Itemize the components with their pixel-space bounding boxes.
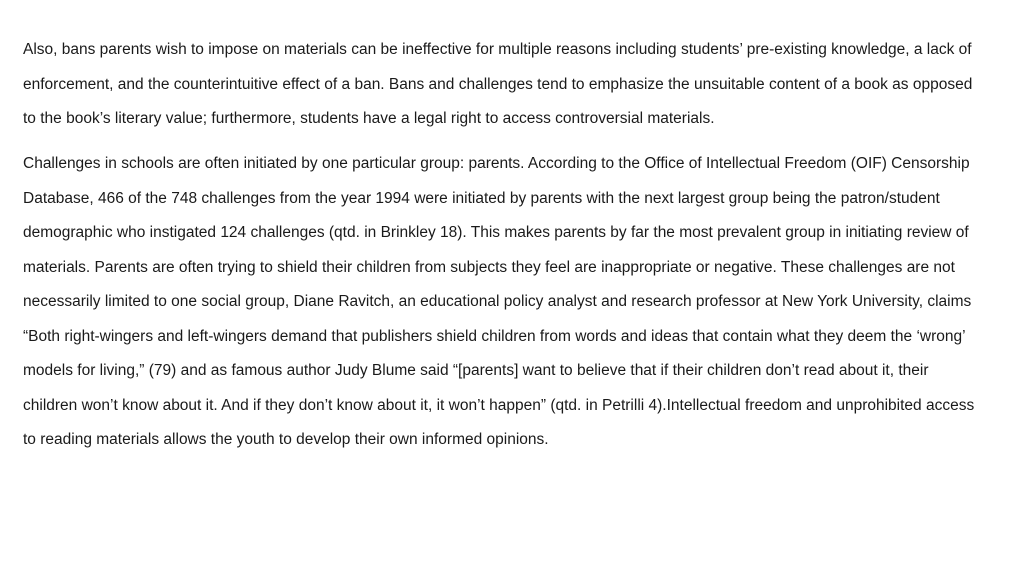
paragraph-2: Challenges in schools are often initiated by one particular group: parents. According to the Office of Intellectual Freedom (OIF) Censorship Database, 466 of the 748 challenges from the year 1994 were initiated by parents with the next largest group being the patron/student demographic who instigated 124 challenges (qtd. in Brinkley 18). This makes parents by far the most prevalent group in initiating review of materials. Parents are often trying to shield their children from subjects they feel are inappropriate or negative. These challenges are not necessarily limited to one social group, Diane Ravitch, an educational policy analyst and research professor at New York University, claims “Both right-wingers and left-wingers demand that publishers shield children from words and ideas that contain what they deem the ‘wrong’ models for living,” (79) and as famous author Judy Blume said “[parents] want to believe that if their children don’t read about it, their children won’t know about it. And if they don’t know about it, it won’t happen” (qtd. in Petrilli 4).Intellectual freedom and unprohibited access to reading materials allows the youth to develop their own informed opinions.: [23, 155, 975, 448]
paragraph-1: Also, bans parents wish to impose on materials can be ineffective for multiple reasons including students’ pre-existing knowledge, a lack of enforcement, and the counterintuitive effect of a ban. Bans and challenges tend to emphasize the unsuitable content of a book as opposed to the book’s literary value; furthermore, students have a legal right to access controversial materials.: [23, 41, 973, 127]
document-body: [23, 33, 983, 458]
